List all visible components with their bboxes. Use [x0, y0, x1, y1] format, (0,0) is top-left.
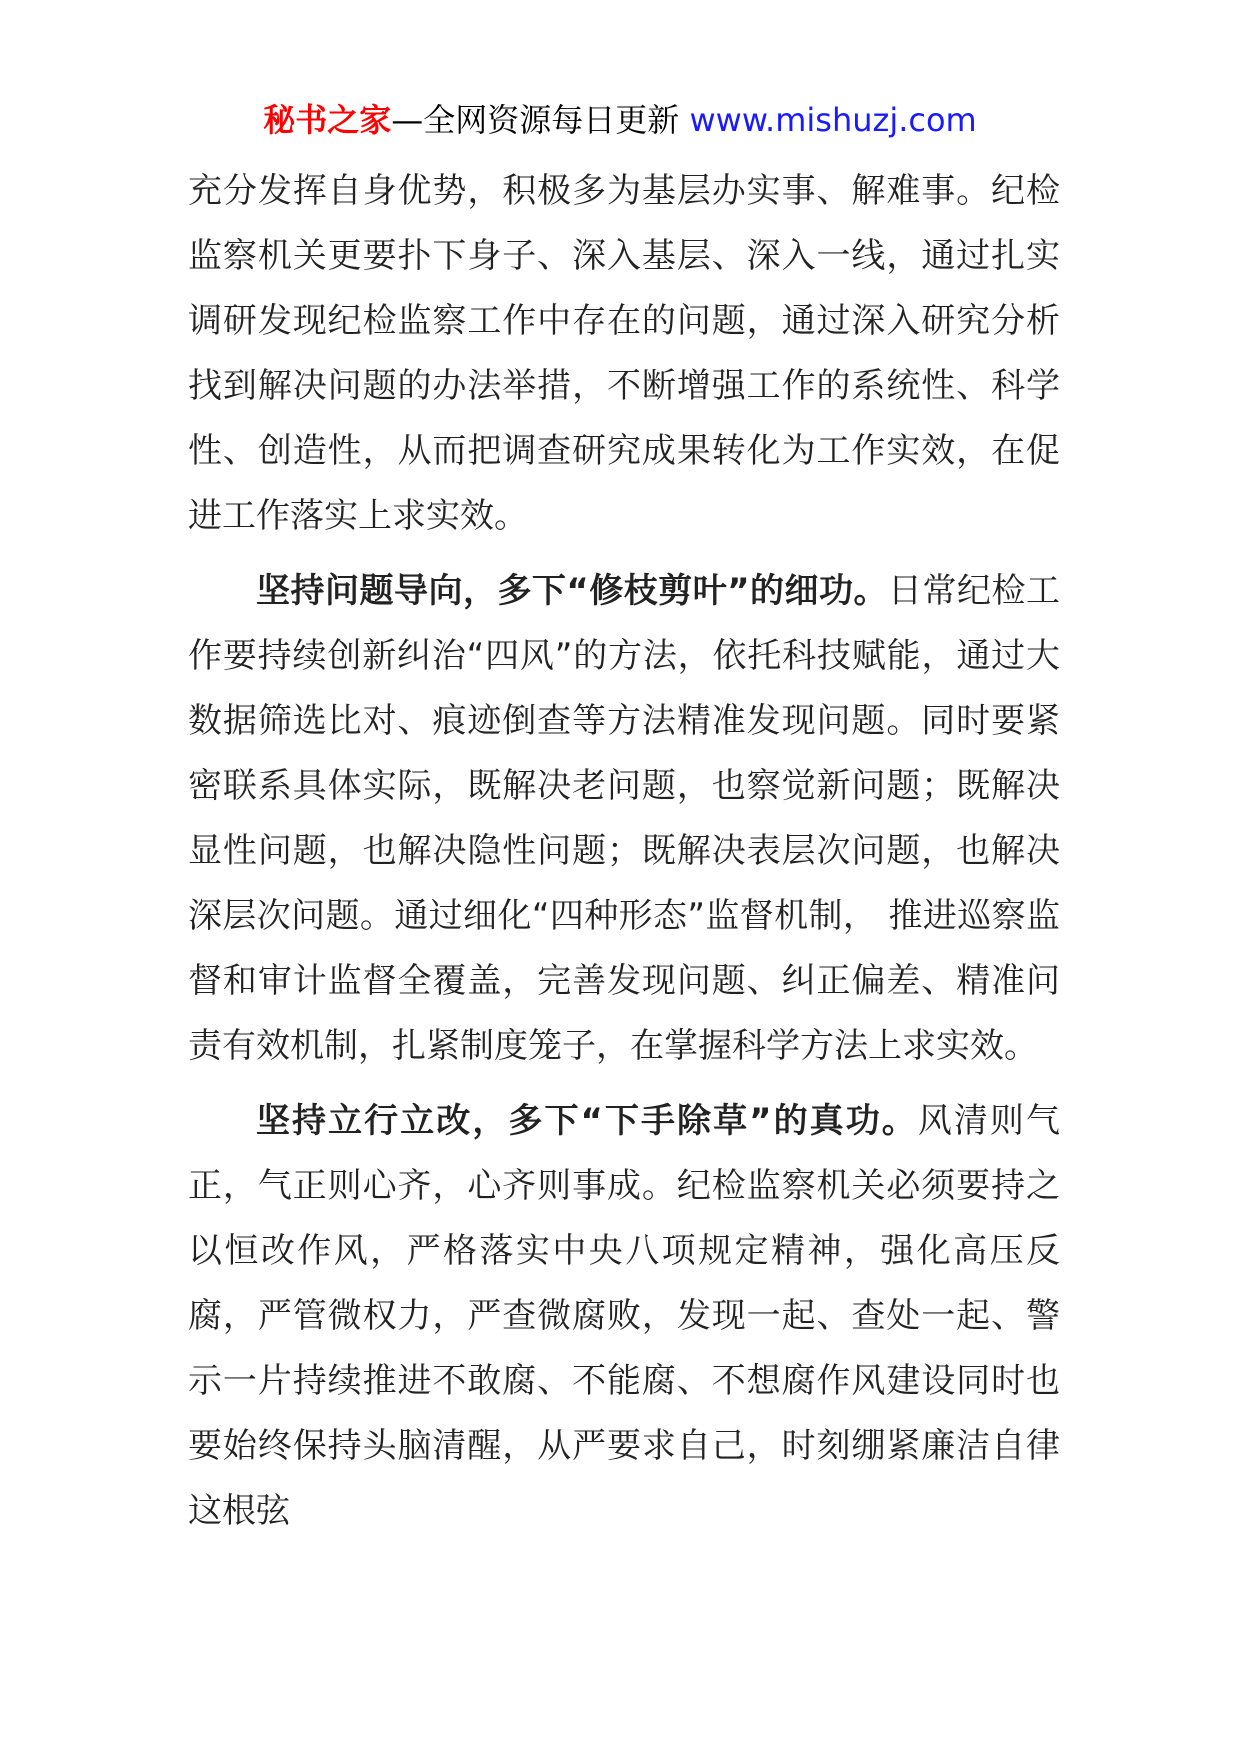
paragraph-3-heading: 坚持立行立改，多下“下手除草”的真功。: [256, 1101, 918, 1141]
paragraph-3: [188, 1089, 1060, 1544]
paragraph-2: [188, 559, 1060, 1079]
paragraph-1-text: 充分发挥自身优势，积极多为基层办实事、解难事。纪检监察机关更要扑下身子、深入基层、深入一线，通过扎实调研发现纪检监察工作中存在的问题，通过深入研究分析找到解决问题的办法举措，不断增强工作的系统性、科学性、创造性，从而把调查研究成果转化为工作实效，在促进工作落实上求实效。: [188, 171, 1060, 536]
brand-name: 秘书之家: [263, 101, 392, 139]
paragraph-3-text: 风清则气正，气正则心齐，心齐则事成。纪检监察机关必须要持之以恒改作风，严格落实中央八项规定精神，强化高压反腐，严管微权力，严查微腐败，发现一起、查处一起、警示一片持续推进不敢腐、不能腐、不想腐作风建设同时也要始终保持头脑清醒，从严要求自己，时刻绷紧廉洁自律这根弦: [188, 1101, 1060, 1531]
paragraph-2-text: 日常纪检工作要持续创新纠治“四风”的方法，依托科技赋能，通过大数据筛选比对、痕迹倒查等方法精准发现问题。同时要紧密联系具体实际，既解决老问题，也察觉新问题；既解决显性问题，也解决隐性问题；既解决表层次问题，也解决深层次问题。通过细化“四种形态”监督机制， 推进巡察监督和审计监督全覆盖，完善发现问题、纠正偏差、精准问责有效机制，扎紧制度笼子，在掌握科学方法上求实效。: [188, 571, 1060, 1066]
document-body: [188, 159, 1060, 1554]
paragraph-1: [188, 159, 1060, 549]
site-url-link[interactable]: www.mishuzj.com: [689, 101, 977, 139]
site-header: [0, 98, 1240, 142]
paragraph-2-heading: 坚持问题导向，多下“修枝剪叶”的细功。: [256, 571, 889, 611]
header-tagline: —全网资源每日更新: [391, 101, 690, 139]
